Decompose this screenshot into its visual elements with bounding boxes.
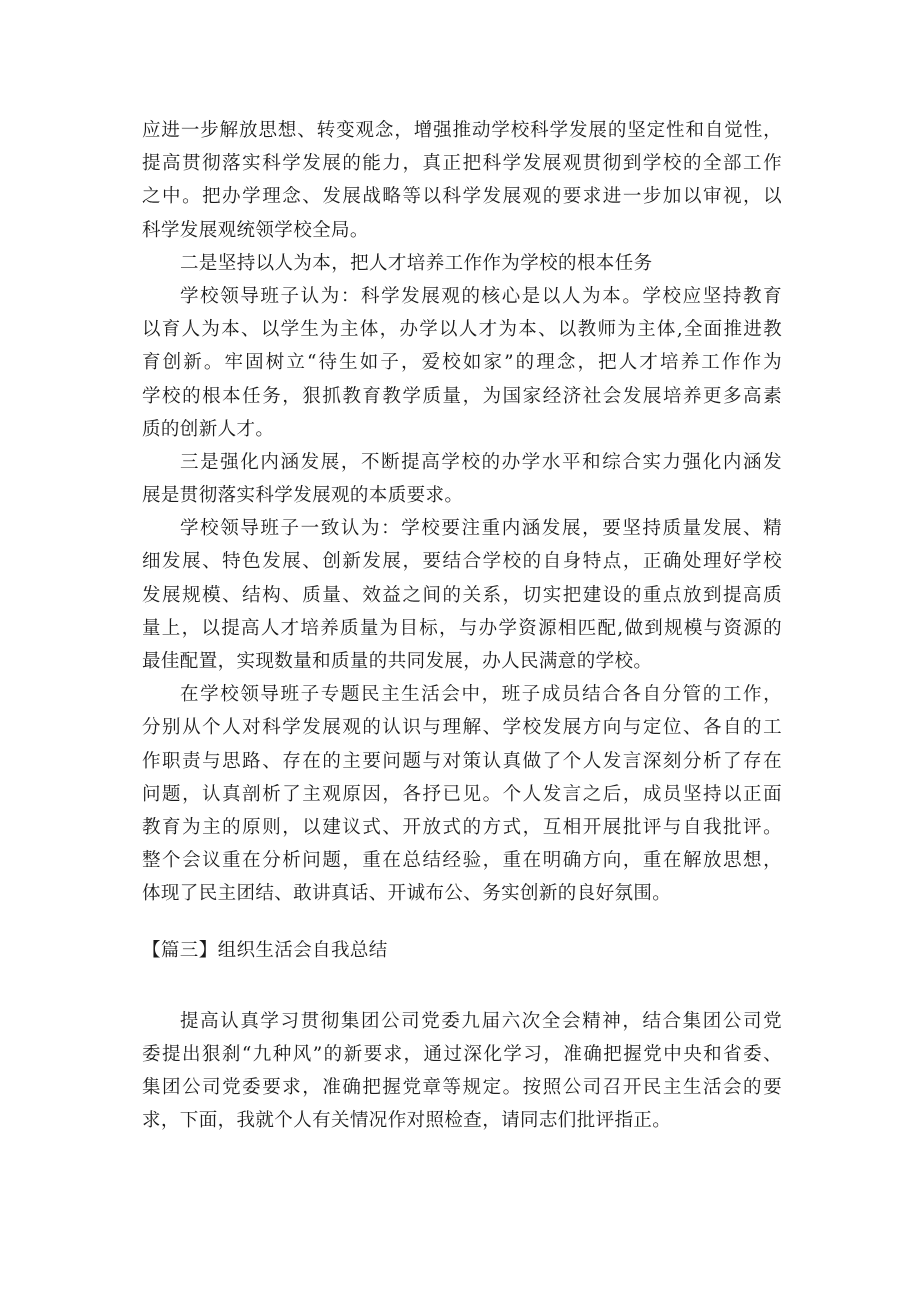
text-line: 以育人为本、以学生为主体，办学以人才为本、以教师为主体,全面推进教 (142, 319, 782, 341)
text-line: 提高认真学习贯彻集团公司党委九届六次全会精神，结合集团公司党 (180, 1010, 782, 1032)
text-line: 育创新。牢固树立“待生如子，爱校如家”的理念，把人才培养工作作为 (142, 352, 782, 374)
text-line: 量上，以提高人才培养质量为目标，与办学资源相匹配,做到规模与资源的 (142, 617, 782, 639)
text-line: 之中。把办学理念、发展战略等以科学发展观的要求进一步加以审视，以 (142, 186, 782, 208)
text-line: 在学校领导班子专题民主生活会中，班子成员结合各自分管的工作， (180, 684, 782, 706)
paragraph-point-two (142, 247, 782, 280)
text-line: 质的创新人才。 (142, 418, 275, 440)
text-line: 二是坚持以人为本，把人才培养工作作为学校的根本任务 (180, 252, 653, 274)
paragraph-democratic-meeting (142, 678, 782, 910)
spacer (142, 911, 782, 931)
text-line: 应进一步解放思想、转变观念，增强推动学校科学发展的坚定性和自觉性， (142, 120, 782, 141)
paragraph-continuation (142, 114, 782, 247)
text-line: 委提出狠刹“九种风”的新要求，通过深化学习，准确把握党中央和省委、 (142, 1043, 782, 1065)
text-line: 提高贯彻落实科学发展的能力，真正把科学发展观贯彻到学校的全部工作 (142, 153, 782, 175)
paragraph-people-oriented (142, 280, 782, 446)
text-line: 细发展、特色发展、创新发展，要结合学校的自身特点，正确处理好学校 (142, 551, 782, 573)
text-line: 整个会议重在分析问题，重在总结经验，重在明确方向，重在解放思想， (142, 850, 782, 872)
text-line: 科学发展观统领学校全局。 (142, 219, 369, 241)
paragraph-self-summary (142, 1005, 782, 1138)
text-line: 三是强化内涵发展，不断提高学校的办学水平和综合实力强化内涵发 (180, 451, 782, 473)
spacer (142, 971, 782, 1005)
text-line: 分别从个人对科学发展观的认识与理解、学校发展方向与定位、各自的工 (142, 717, 782, 739)
text-line: 作职责与思路、存在的主要问题与对策认真做了个人发言深刻分析了存在 (142, 750, 782, 772)
text-line: 学校领导班子认为：科学发展观的核心是以人为本。学校应坚持教育 (180, 285, 782, 307)
text-line: 学校的根本任务，狠抓教育教学质量，为国家经济社会发展培养更多高素 (142, 385, 782, 407)
text-line: 教育为主的原则，以建议式、开放式的方式，互相开展批评与自我批评。 (142, 816, 782, 838)
text-line: 体现了民主团结、敢讲真话、开诚布公、务实创新的良好氛围。 (142, 883, 672, 905)
document-body (142, 114, 782, 1137)
section-heading: 【篇三】组织生活会自我总结 (142, 939, 388, 961)
paragraph-point-three (142, 446, 782, 512)
text-line: 求，下面，我就个人有关情况作对照检查，请同志们批评指正。 (142, 1110, 672, 1132)
text-line: 最佳配置，实现数量和质量的共同发展，办人民满意的学校。 (142, 651, 653, 672)
text-line: 学校领导班子一致认为：学校要注重内涵发展，要坚持质量发展、精 (180, 518, 782, 540)
text-line: 展是贯彻落实科学发展观的本质要求。 (142, 485, 464, 507)
text-line: 问题，认真剖析了主观原因，各抒已见。个人发言之后，成员坚持以正面 (142, 783, 782, 805)
text-line: 集团公司党委要求，准确把握党章等规定。按照公司召开民主生活会的要 (142, 1076, 782, 1098)
text-line: 发展规模、结构、质量、效益之间的关系，切实把建设的重点放到提高质 (142, 584, 782, 606)
paragraph-connotative-development (142, 512, 782, 678)
